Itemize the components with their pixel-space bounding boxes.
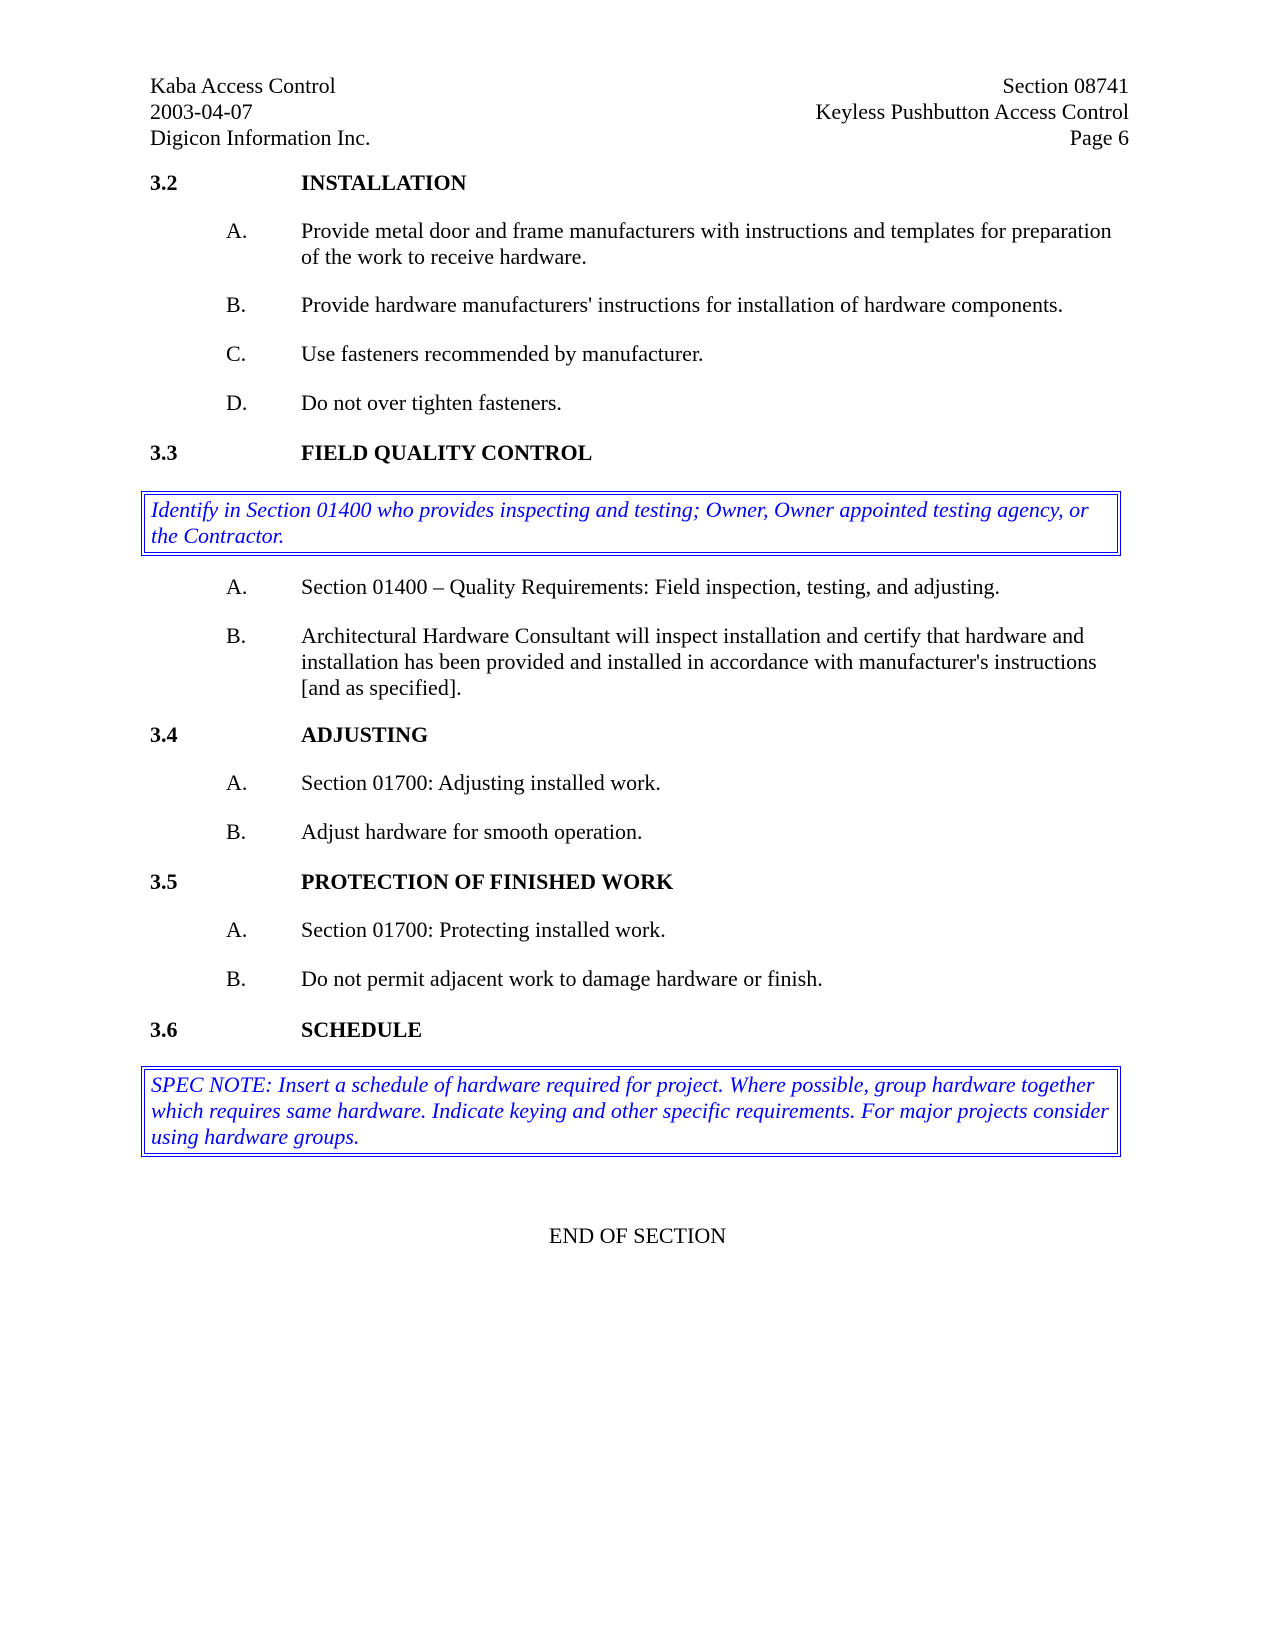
item-letter: A. — [226, 218, 248, 243]
item-letter: A. — [226, 574, 248, 599]
header-section-number: Section 08741 — [1002, 73, 1129, 98]
section-title: INSTALLATION — [301, 170, 467, 195]
item-text: Do not over tighten fasteners. — [301, 390, 562, 415]
spec-note-box: SPEC NOTE: Insert a schedule of hardware required for project. Where possible, group hardware together which requires same hardware. Indicate keying and other specific requirements. For major projects consider using hardware groups. — [141, 1066, 1121, 1157]
item-letter: B. — [226, 966, 247, 991]
item-letter: B. — [226, 292, 247, 317]
section-title: ADJUSTING — [301, 722, 429, 747]
item-letter: C. — [226, 341, 247, 366]
item-text: Adjust hardware for smooth operation. — [301, 819, 643, 844]
spec-note-box: Identify in Section 01400 who provides inspecting and testing; Owner, Owner appointed testing agency, or the Contractor. — [141, 491, 1121, 556]
item-text: Architectural Hardware Consultant will inspect installation and certify that hardware and installation has been provided and installed in accordance with manufacturer's instructions [and as specified]. — [301, 623, 1097, 700]
section-number: 3.5 — [150, 869, 178, 894]
section-title: PROTECTION OF FINISHED WORK — [301, 869, 674, 894]
item-text: Section 01400 – Quality Requirements: Field inspection, testing, and adjusting. — [301, 574, 1001, 599]
item-text: Do not permit adjacent work to damage hardware or finish. — [301, 966, 823, 991]
header-company: Kaba Access Control — [150, 73, 336, 98]
header-author: Digicon Information Inc. — [150, 125, 371, 150]
section-number: 3.2 — [150, 170, 178, 195]
item-letter: A. — [226, 917, 248, 942]
section-number: 3.3 — [150, 440, 178, 465]
item-letter: A. — [226, 770, 248, 795]
section-number: 3.4 — [150, 722, 178, 747]
item-text: Section 01700: Adjusting installed work. — [301, 770, 661, 795]
section-title: SCHEDULE — [301, 1017, 423, 1042]
item-text: Provide hardware manufacturers' instructions for installation of hardware components. — [301, 292, 1064, 317]
item-letter: B. — [226, 623, 247, 648]
item-letter: B. — [226, 819, 247, 844]
section-number: 3.6 — [150, 1017, 178, 1042]
item-text: Provide metal door and frame manufacturers with instructions and templates for preparation of the work to receive hardware. — [301, 218, 1112, 269]
section-title: FIELD QUALITY CONTROL — [301, 440, 593, 465]
end-of-section: END OF SECTION — [548, 1223, 727, 1248]
header-date: 2003-04-07 — [150, 99, 253, 124]
item-letter: D. — [226, 390, 248, 415]
item-text: Use fasteners recommended by manufacturer. — [301, 341, 704, 366]
header-section-title: Keyless Pushbutton Access Control — [815, 99, 1129, 124]
header-page-number: Page 6 — [1069, 125, 1129, 150]
item-text: Section 01700: Protecting installed work. — [301, 917, 666, 942]
header-right — [529, 73, 1129, 151]
